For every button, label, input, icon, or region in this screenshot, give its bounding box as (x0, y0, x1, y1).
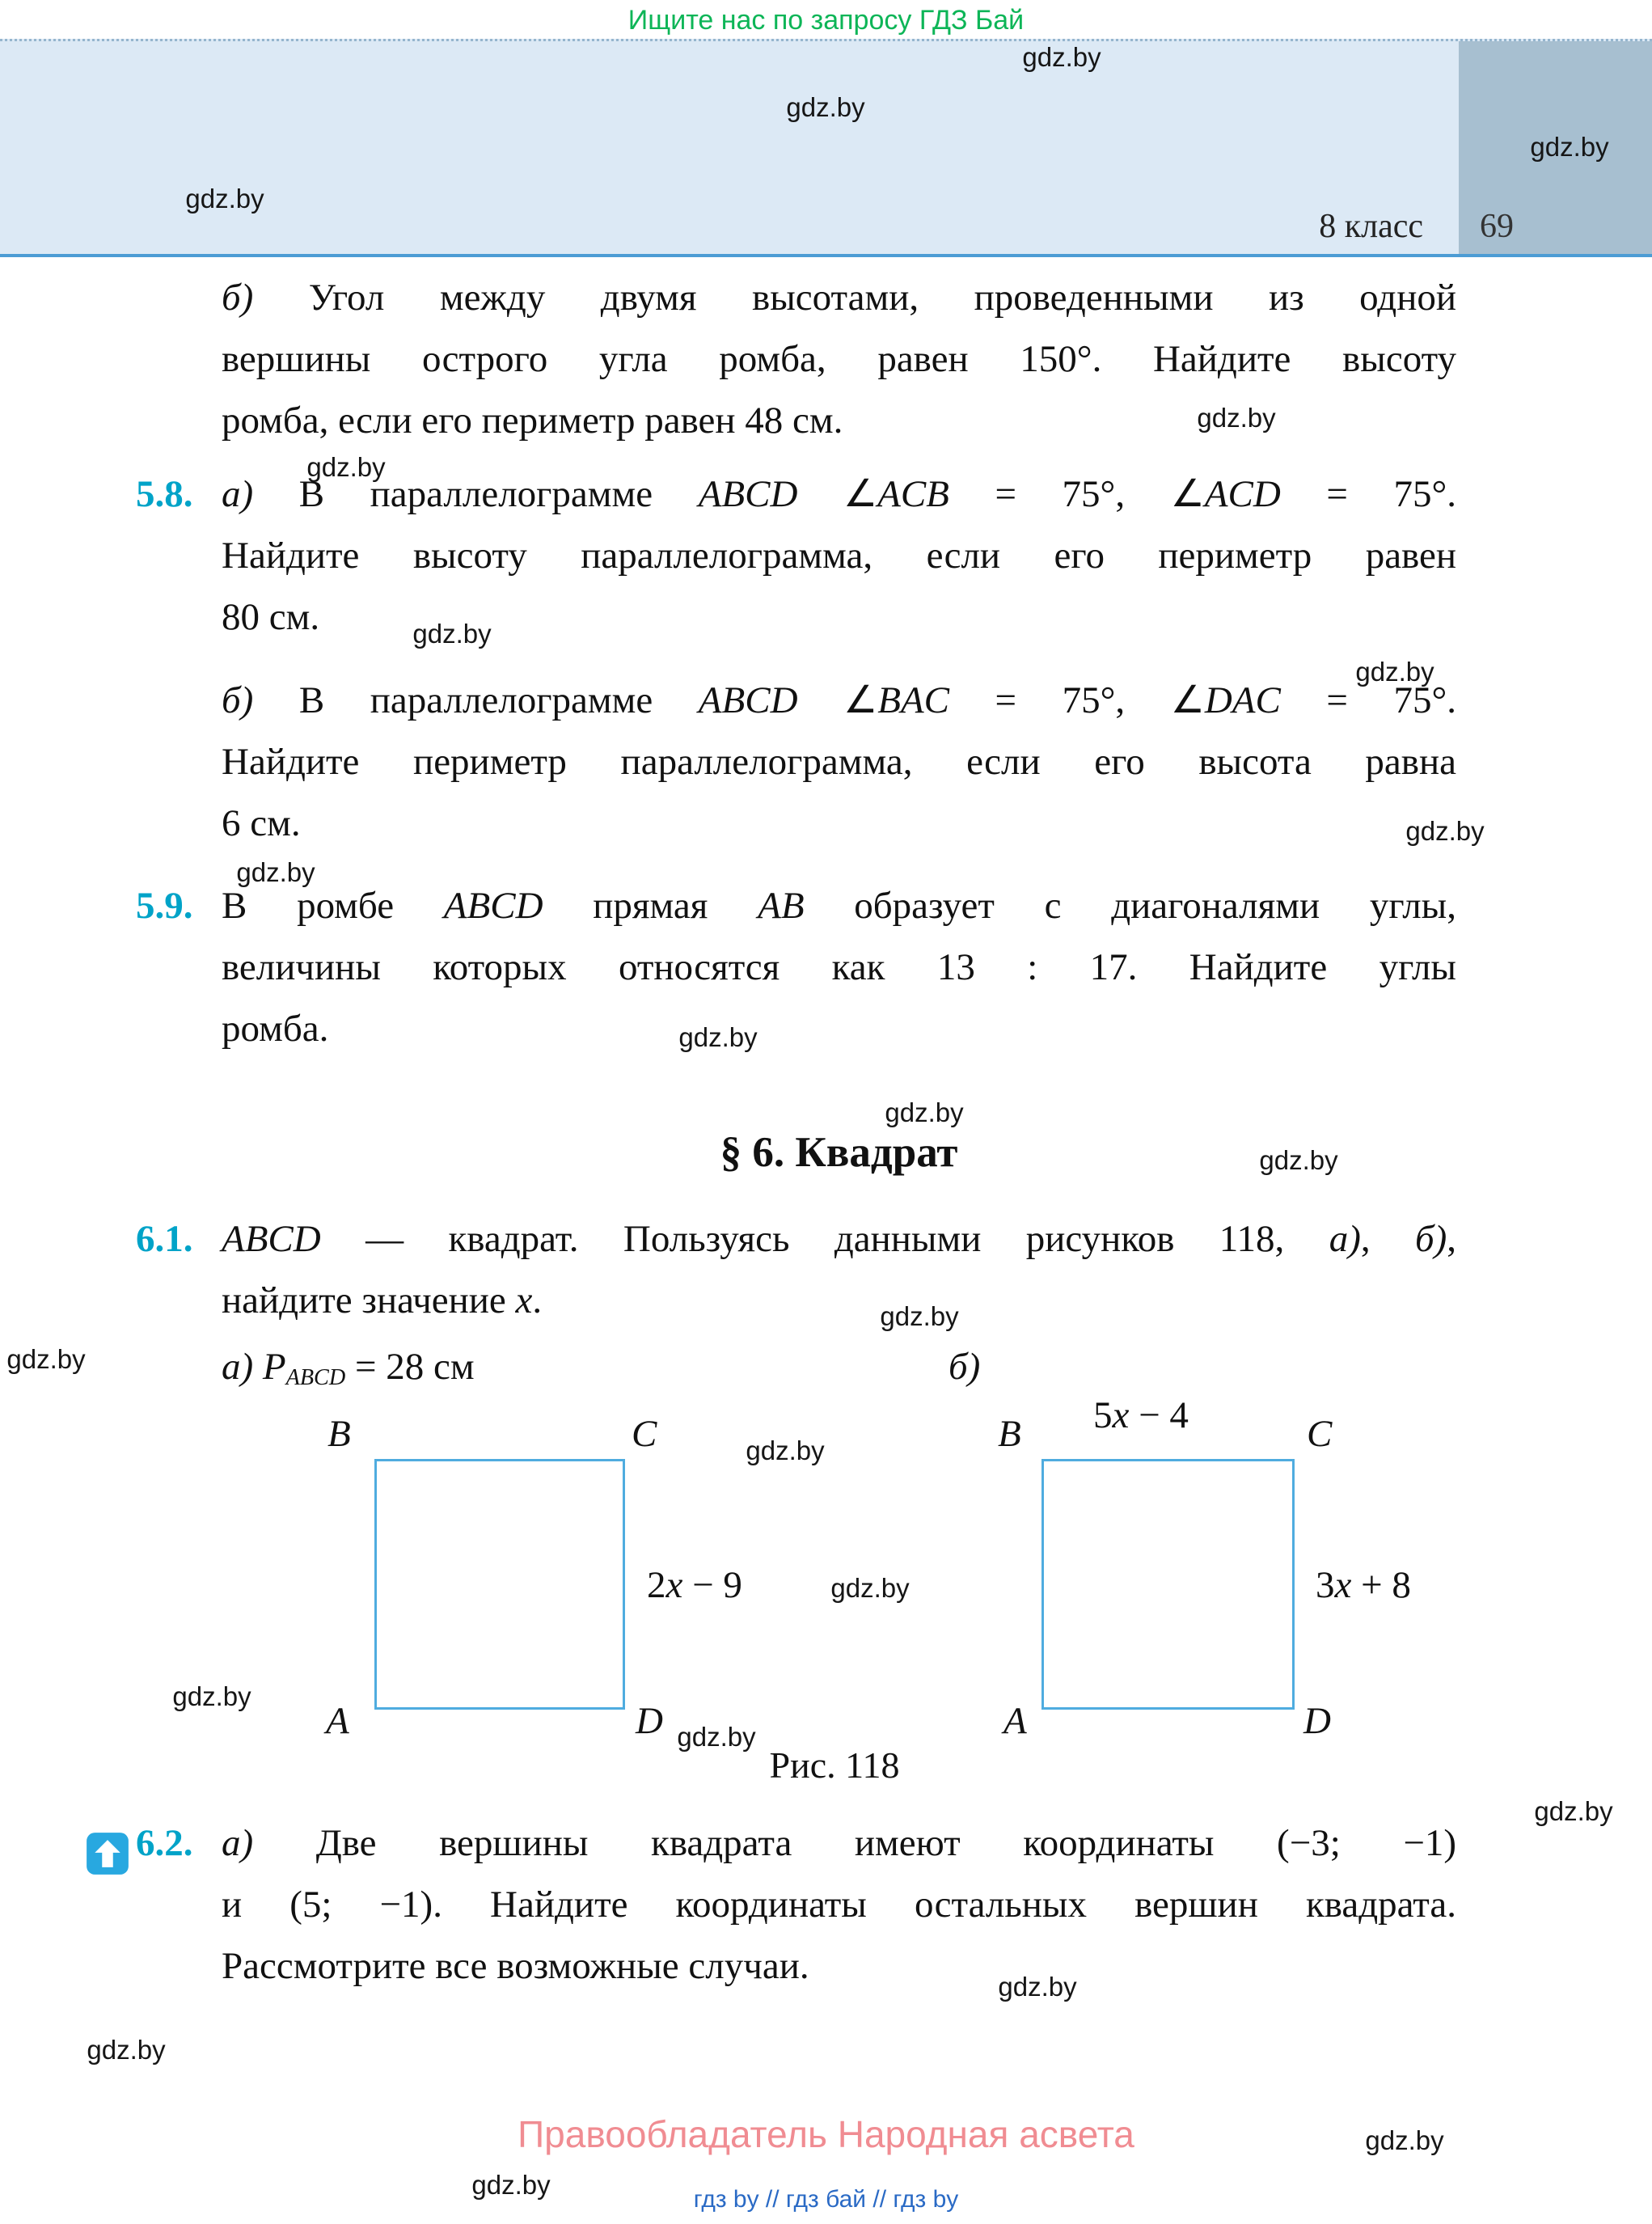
gdz-watermark: gdz.by (1259, 1145, 1338, 1175)
gdz-watermark: gdz.by (998, 1972, 1077, 2002)
figure-b-square (1041, 1459, 1295, 1710)
gdz-watermark: gdz.by (786, 92, 865, 122)
text-line: вершины острого угла ромба, равен 150°. Найдите высоту (222, 338, 1456, 380)
gdz-watermark: gdz.by (87, 2035, 166, 2065)
vertex-label-a: A (1003, 1700, 1027, 1742)
gdz-watermark: gdz.by (1534, 1796, 1613, 1826)
text-line: Найдите высоту параллелограмма, если его периметр равен (222, 535, 1456, 577)
figure-a-square (374, 1459, 625, 1710)
problem-6-1 (136, 1208, 1457, 1331)
text-line: а) В параллелограмме ABCD ∠ACB = 75°, ∠ACD = 75°. (222, 473, 1456, 515)
text-line: 80 см. (222, 596, 320, 638)
vertex-label-d: D (636, 1700, 663, 1742)
vertex-label-d: D (1303, 1700, 1331, 1742)
problem-text (222, 1812, 1456, 1997)
copyright-text: Правообладатель Народная асвета (518, 2113, 1134, 2155)
figure-a-caption: а) $P_{ABCD} = 28$ см (222, 1346, 475, 1391)
gdz-watermark: gdz.by (1355, 657, 1434, 687)
text-line: ромба, если его периметр равен 48 см. (222, 400, 843, 442)
problem-5-8a (136, 463, 1456, 648)
page-number-box (1459, 41, 1652, 254)
gdz-watermark: gdz.by (1022, 42, 1101, 72)
text-line: Рассмотрите все возможные случаи. (222, 1945, 809, 1987)
gdz-watermark: gdz.by (1405, 816, 1485, 846)
vertex-label-c: C (1307, 1413, 1333, 1455)
text-line: и (5; −1). Найдите координаты остальных вершин квадрата. (222, 1884, 1456, 1926)
gdz-watermark: gdz.by (236, 857, 315, 887)
problem-number: 5.9. (136, 885, 193, 927)
problem-number: 6.2. (136, 1822, 193, 1864)
page-header (0, 39, 1652, 257)
figure-b-side-expression: 3x + 8 (1316, 1564, 1411, 1606)
figure-a-side-expression: 2x − 9 (647, 1564, 742, 1606)
solution-link-icon[interactable] (86, 1832, 129, 1875)
problem-text (222, 1208, 1456, 1331)
figure-caption: Рис. 118 (769, 1744, 900, 1786)
footer-links[interactable]: гдз by // гдз бай // гдз by (693, 2186, 959, 2213)
text-line: ABCD — квадрат. Пользуясь данными рисунков 118, а), б), (222, 1218, 1457, 1260)
text-line: ромба. (222, 1008, 329, 1050)
vertex-label-a: A (326, 1700, 349, 1742)
problem-5-7b (222, 267, 1456, 451)
text-line: величины которых относятся как 13 : 17. Найдите углы (222, 946, 1456, 988)
gdz-watermark: gdz.by (830, 1573, 910, 1603)
page-number: 69 (1480, 208, 1514, 245)
gdz-watermark: gdz.by (6, 1344, 86, 1374)
top-banner-text: Ищите нас по запросу ГДЗ Бай (627, 5, 1025, 36)
gdz-watermark: gdz.by (185, 184, 264, 214)
gdz-watermark: gdz.by (746, 1435, 825, 1465)
text-line: б) В параллелограмме ABCD ∠BAC = 75°, ∠DAC = 75°. (222, 679, 1456, 721)
section-heading: § 6. Квадрат (720, 1129, 958, 1176)
problem-text (222, 267, 1456, 451)
figure-b-caption: б) (949, 1346, 981, 1388)
vertex-label-b: B (327, 1413, 351, 1455)
figure-b-top-expression: 5x − 4 (1093, 1394, 1189, 1436)
gdz-watermark: gdz.by (885, 1097, 964, 1127)
problem-5-9 (136, 875, 1457, 1059)
gdz-watermark: gdz.by (412, 619, 492, 649)
text-line: найдите значение x. (222, 1279, 543, 1321)
problem-text (222, 463, 1456, 648)
problem-5-8b (222, 670, 1456, 854)
gdz-watermark: gdz.by (678, 1022, 758, 1052)
gdz-watermark: gdz.by (1530, 132, 1609, 162)
problem-number: 5.8. (136, 473, 193, 515)
vertex-label-b: B (998, 1413, 1021, 1455)
problem-text (222, 875, 1456, 1059)
problem-text (222, 670, 1456, 854)
gdz-watermark: gdz.by (1197, 403, 1276, 433)
text-line: б) Угол между двумя высотами, проведенными из одной (222, 277, 1456, 319)
gdz-watermark: gdz.by (172, 1681, 251, 1711)
grade-label: 8 класс (1319, 208, 1423, 245)
text-line: Найдите периметр параллелограмма, если его высота равна (222, 741, 1456, 783)
text-line: В ромбе ABCD прямая AB образует с диагоналями углы, (222, 885, 1457, 927)
gdz-watermark: gdz.by (471, 2170, 551, 2200)
gdz-watermark: gdz.by (880, 1301, 959, 1331)
text-line: а) Две вершины квадрата имеют координаты (−3; −1) (222, 1822, 1456, 1864)
text-line: 6 см. (222, 802, 301, 844)
gdz-watermark: gdz.by (306, 452, 386, 482)
vertex-label-c: C (632, 1413, 657, 1455)
gdz-watermark: gdz.by (677, 1722, 756, 1752)
problem-6-2 (136, 1812, 1456, 1997)
problem-number: 6.1. (136, 1218, 193, 1260)
gdz-watermark: gdz.by (1365, 2125, 1444, 2155)
